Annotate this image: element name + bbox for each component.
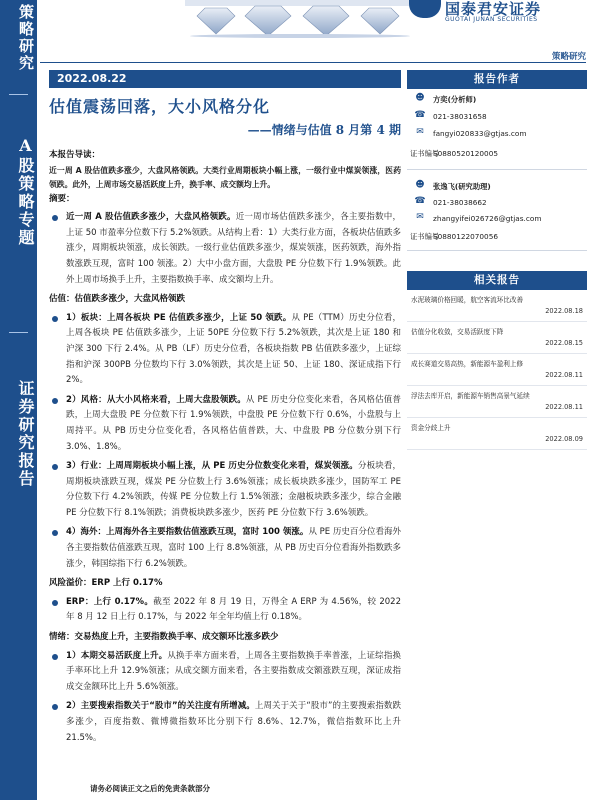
report-subtitle: ——情绪与估值 8 月第 4 期 — [247, 123, 401, 137]
top-banner — [37, 0, 600, 40]
bullet-text: 从 PE 历史百分位看海外各主要指数估值涨跌互现，富时 100 上行 8.8%领涨，从 PB 历史百分位看海外指数跌多涨少，韩国综指下行 6.2%领跌。 — [66, 527, 401, 569]
valuation-heading: 估值：估值跌多涨少，大盘风格领跌 — [49, 294, 186, 305]
phone-icon: ☎ — [414, 110, 426, 120]
logo-mark — [409, 0, 441, 18]
sentiment-heading: 情绪：交易热度上升，主要指数换手率、成交额环比涨多跌少 — [49, 632, 279, 643]
header-rule — [40, 62, 586, 63]
bullet-dot-icon — [52, 398, 58, 404]
analyst-name: 方奕(分析师) — [433, 95, 477, 104]
bullet-lead: 1）本期交易活跃度上升。 — [66, 650, 168, 661]
bullet-dot-icon — [52, 464, 58, 470]
related-report-title: 浮法去库开启，新能源车销售高景气延续 — [411, 392, 530, 400]
side-band — [0, 0, 37, 800]
person-icon: ☻ — [415, 180, 425, 190]
report-category: 策略研究 — [551, 52, 586, 62]
email-icon: ✉ — [416, 127, 424, 137]
related-report-item[interactable] — [407, 322, 587, 354]
analyst-name: 张逸飞(研究助理) — [433, 182, 491, 191]
summary-bullet — [49, 699, 401, 746]
side-divider — [9, 94, 28, 95]
report-title: 估值震荡回落，大小风格分化 — [49, 97, 271, 116]
summary-bullet — [49, 459, 401, 521]
diamond-decoration — [185, 0, 415, 38]
analyst-card — [407, 89, 587, 170]
related-report-title: 估值分化收敛，交易活跃度下降 — [411, 328, 504, 336]
related-report-date: 2022.08.09 — [545, 435, 583, 443]
bullet-dot-icon — [52, 530, 58, 536]
related-report-date: 2022.08.15 — [545, 339, 583, 347]
analyst-phone: 021-38031658 — [433, 112, 487, 121]
cert-label: 证书编号 — [410, 232, 440, 241]
guide-text: 近一周 A 股估值跌多涨少，大盘风格领跌。大类行业周期板块小幅上涨，一级行业中煤炭领涨，医药领跌。此外，上周市场交易活跃度上升，换手率、成交额均上升。 — [49, 165, 401, 189]
related-report-title: 水泥玻璃价格回暖，航空客流环比改善 — [411, 296, 524, 304]
cert-label: 证书编号 — [410, 149, 440, 158]
bullet-dot-icon — [52, 704, 58, 710]
main-column — [49, 70, 401, 750]
summary-heading: 摘要： — [49, 193, 75, 204]
bullet-text: 分板块看，周期板块涨跌互现，煤炭 PE 分位数上行 3.6%领涨；成长板块跌多涨少，国防军工 PE 分位数下行 4.2%领跌，传媒 PE 分位数上行 1.5%领涨；金融板块跌多涨少，综合金融 PE 分位数下行 8.1%领跌；消费板块跌多涨少，医药 PE 分位数下行 3.6%领跌。 — [66, 461, 401, 518]
disclaimer-footer: 请务必阅读正文之后的免责条款部分 — [90, 784, 210, 793]
side-label-bottom: 证券研究报告 — [16, 380, 35, 488]
phone-icon: ☎ — [414, 196, 426, 206]
logo-name-cn: 国泰君安证券 — [445, 0, 542, 18]
related-report-date: 2022.08.18 — [545, 307, 583, 315]
summary-bullet — [49, 525, 401, 572]
related-report-item[interactable] — [407, 354, 587, 386]
bullet-lead: ERP：上行 0.17%。 — [66, 596, 154, 607]
summary-bullet — [49, 393, 401, 455]
risk-premium-heading: 风险溢价：ERP 上行 0.17% — [49, 578, 163, 589]
analyst-phone: 021-38038662 — [433, 198, 487, 207]
related-report-item[interactable] — [407, 418, 587, 450]
side-divider — [9, 332, 28, 333]
side-label-mid: A股策略专题 — [16, 136, 35, 247]
analyst-email[interactable]: zhangyifei026726@gtjas.com — [433, 214, 542, 223]
guide-heading: 本报告导读： — [49, 150, 101, 160]
logo-name-en: GUOTAI JUNAN SECURITIES — [445, 16, 538, 23]
email-icon: ✉ — [416, 212, 424, 222]
bullet-text: 从换手率方面来看，上周各主要指数换手率普涨，上证综指换手率环比上升 12.9%领涨；从成交额方面来看，各主要指数成交额涨跌互现，深证成指成交金额环比上升 5.6%领涨。 — [66, 650, 401, 692]
report-date: 2022.08.22 — [49, 70, 401, 88]
related-report-item[interactable] — [407, 290, 587, 322]
bullet-lead: 2）风格：从大小风格来看，上周大盘股领跌。 — [66, 394, 246, 405]
side-label-top: 策略研究 — [17, 4, 35, 72]
bullet-text: 从 PE 历史分位变化来看，各风格估值普跌，上周大盘股 PE 分位数下行 1.9%领跌，中盘股 PE 分位数下行 0.6%，小盘股与上周持平。从 PB 历史分位变化看，各风格估值普跌，大、中盘股 PB 分位数分别下行 3.0%、1.8%。 — [66, 394, 402, 452]
bullet-dot-icon — [52, 316, 58, 322]
summary-bullet — [49, 311, 401, 389]
analyst-email[interactable]: fangyi020833@gtjas.com — [433, 129, 527, 138]
cert-number: S0880122070056 — [433, 232, 498, 241]
bullet-lead: 2）主要搜索指数关于“股市”的关注度有所增减。 — [66, 701, 255, 712]
sidebar — [407, 70, 587, 450]
related-report-date: 2022.08.11 — [545, 403, 583, 411]
company-logo — [405, 0, 595, 30]
cert-number: S0880520120005 — [433, 149, 498, 158]
related-report-title: 成长赛道交易高热，新能源车盈利上修 — [411, 360, 524, 368]
authors-heading: 报告作者 — [407, 70, 587, 89]
bullet-text: 近一周市场估值跌多涨少，各主要指数中，上证 50 市盈率分位数下行 5.2%领跌。从结构上看：1）大类行业方面，各板块估值跌多涨少，周期板块领涨，成长领跌。一级行业估值跌多涨少，煤炭领涨，医药领跌，海外指数涨跌互现，富时 100 领涨。2）大中小盘方面，大盘股 PE 分位数下行 1.9%领跌。此外上周市场换手上升，主要指数换手率、成交额均上升。 — [66, 212, 401, 285]
bullet-text: 上周关于关于“股市”的主要搜索指数跌多涨少，百度指数、微博微指数环比分别下行 8.6%、12.7%，微信指数环比上升 21.5%。 — [66, 701, 401, 743]
bullet-dot-icon — [52, 600, 58, 606]
summary-bullet — [49, 595, 401, 626]
bullet-lead: 近一周 A 股估值跌多涨少，大盘风格领跌。 — [66, 212, 236, 223]
bullet-text: 截至 2022 年 8 月 19 日，万得全 A ERP 为 4.56%，较 2022 年 8 月 12 日上行 0.17%，与 2022 年全年均值上行 0.18%。 — [66, 596, 401, 623]
related-report-title: 资金分歧上升 — [411, 424, 451, 432]
bullet-lead: 4）海外：上周海外各主要指数估值涨跌互现，富时 100 领涨。 — [66, 527, 309, 538]
summary-bullet — [49, 210, 401, 288]
related-report-item[interactable] — [407, 386, 587, 418]
bullet-text: 从 PE（TTM）历史分位看，上周各板块 PE 估值跌多涨少，上证 50PE 分位数下行 5.2%领跌，其次是上证 180 和沪深 300 下行 2.4%。从 PB（LF）历史分位看，各板块指数 PB 估值跌多涨少，上证综指和沪深 300PB 分位数均下行 3.0%领跌，其次是上证 50、上证 180、深证成指下行 2%。 — [66, 312, 401, 386]
bullet-dot-icon — [52, 215, 58, 221]
related-report-date: 2022.08.11 — [545, 371, 583, 379]
bullet-dot-icon — [52, 654, 58, 660]
summary-bullet — [49, 649, 401, 696]
related-reports-heading: 相关报告 — [407, 271, 587, 290]
related-reports-list — [407, 290, 587, 450]
bullet-lead: 3）行业：上周周期板块小幅上涨，从 PE 历史分位数变化来看，煤炭领涨。 — [66, 461, 358, 472]
report-body — [49, 148, 401, 746]
person-icon: ☻ — [415, 93, 425, 103]
analyst-card — [407, 170, 587, 251]
bullet-lead: 1）板块：上周各板块 PE 估值跌多涨少，上证 50 领跌。 — [66, 312, 292, 323]
